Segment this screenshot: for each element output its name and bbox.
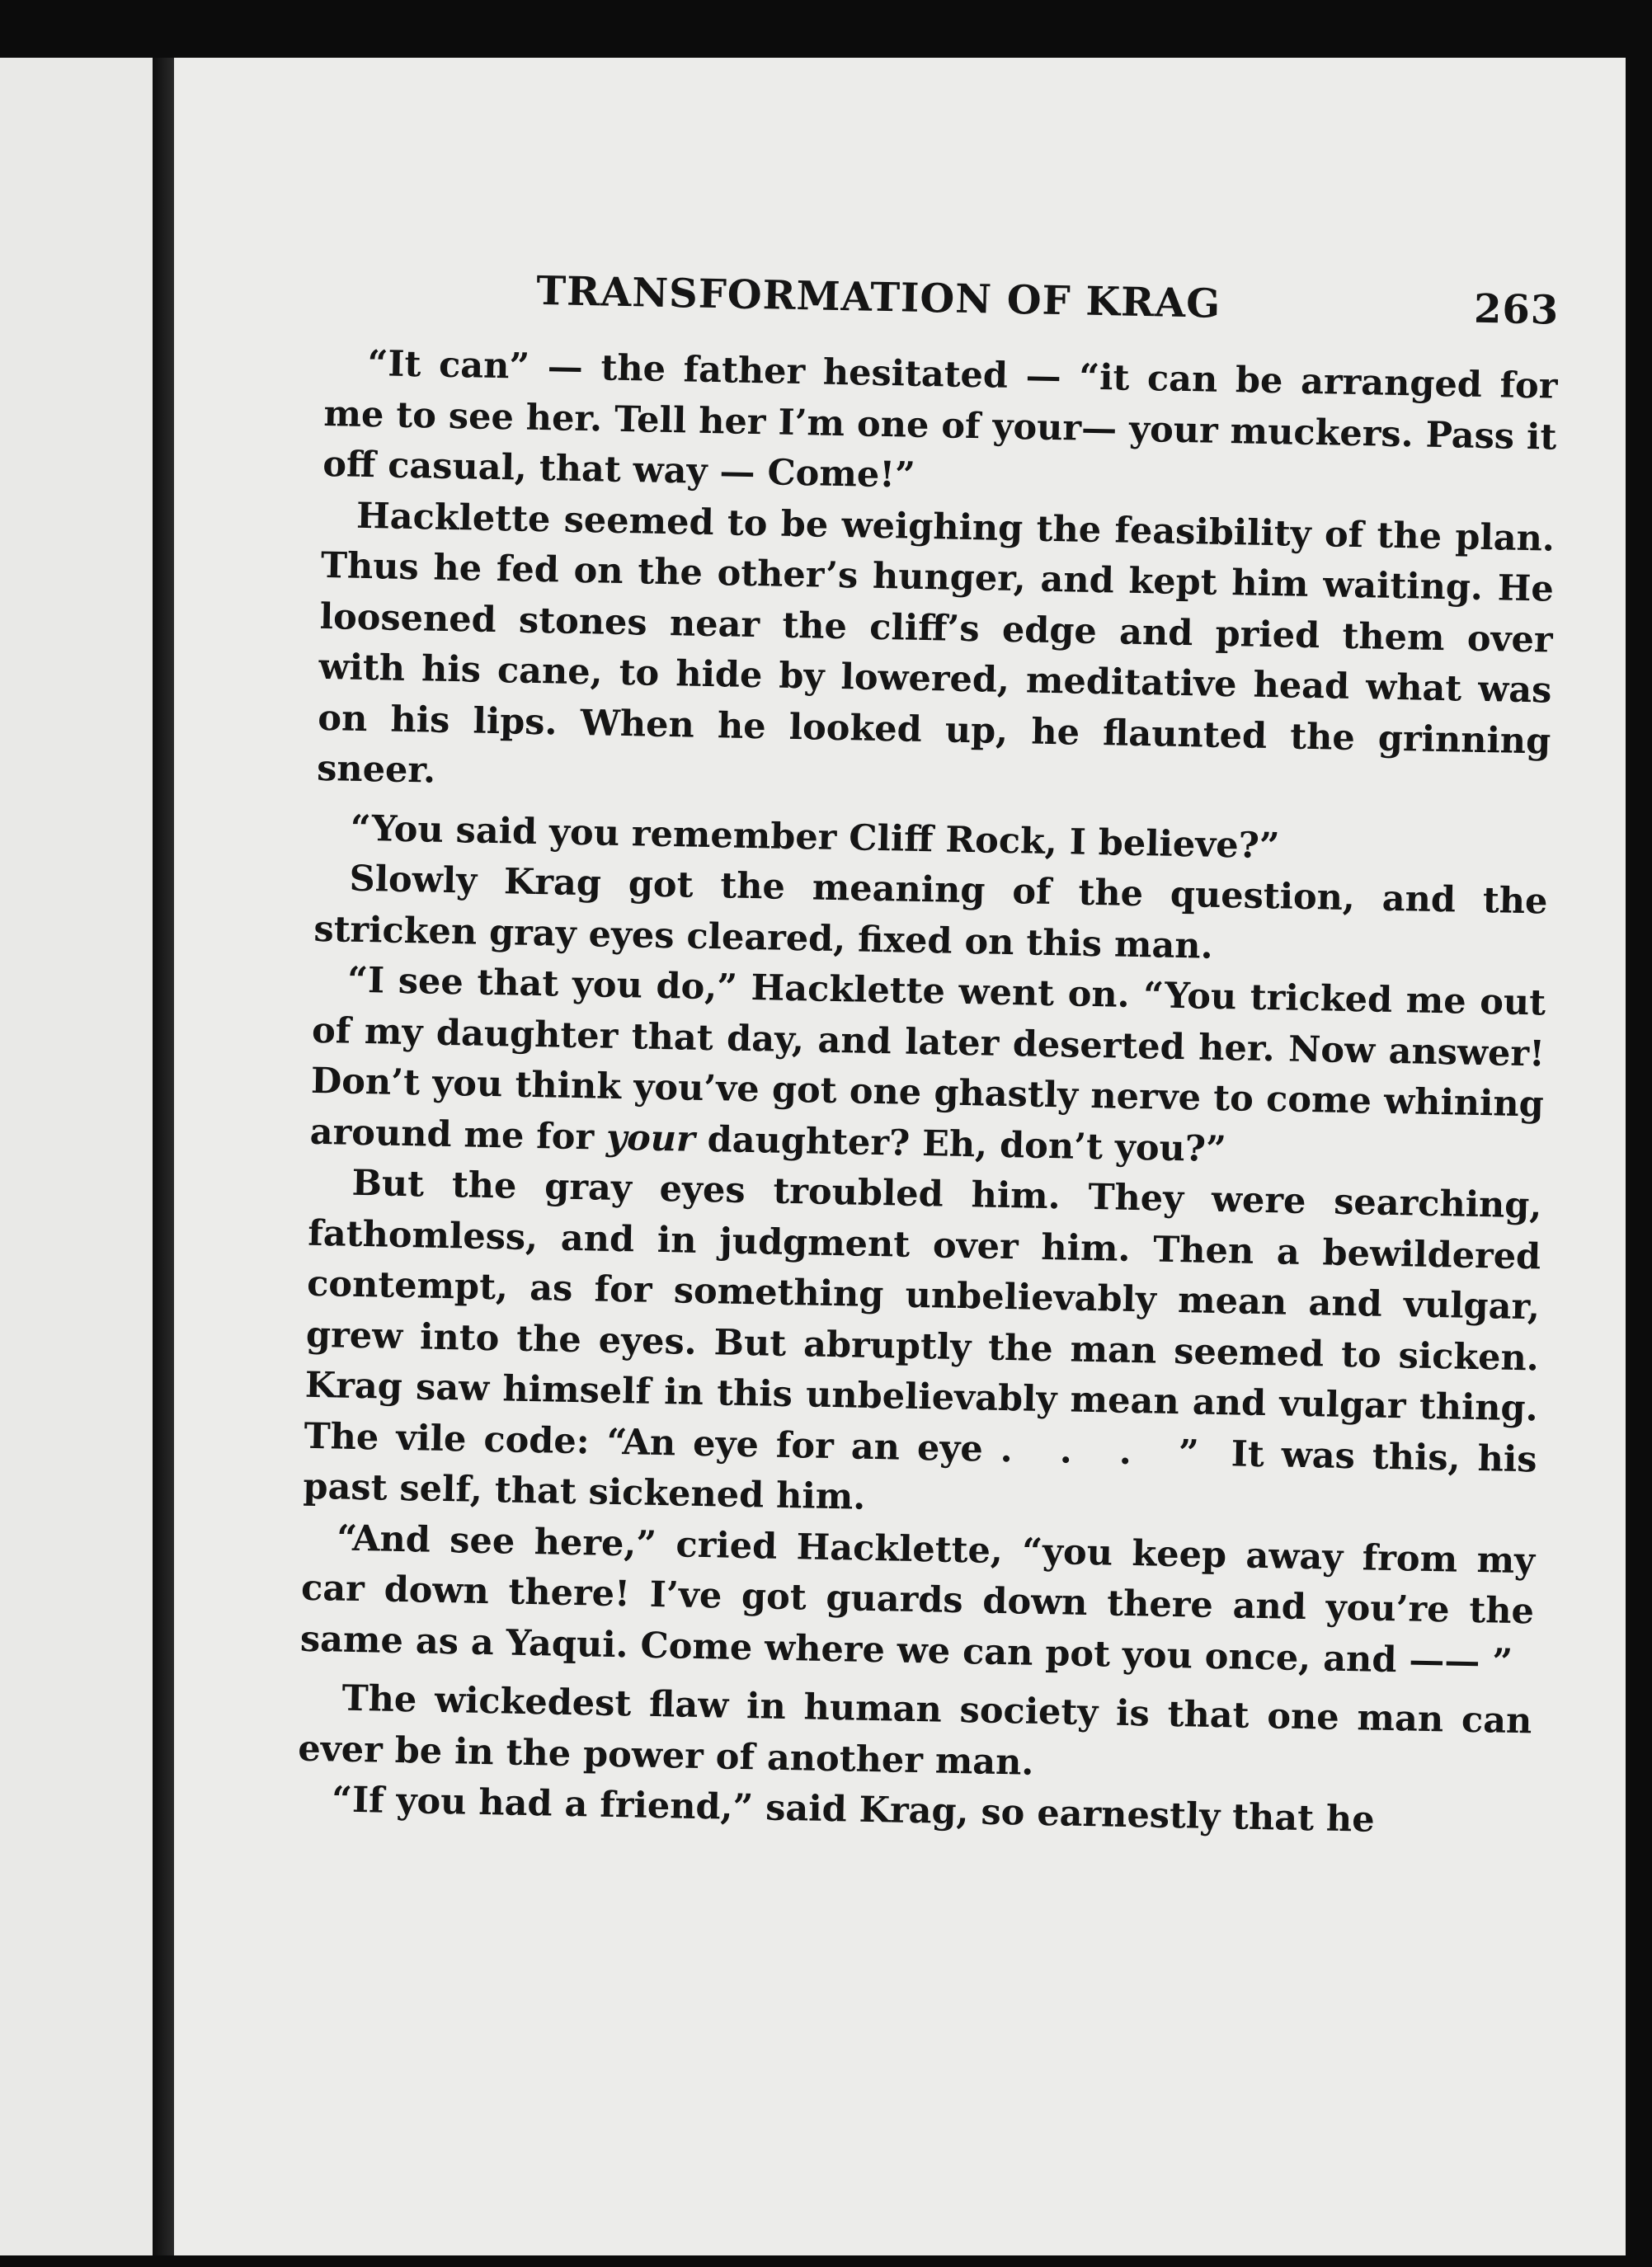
paragraph <box>299 1512 1535 1688</box>
paragraph <box>309 955 1546 1182</box>
text-run: It was this, his past self, that sickened him. <box>303 1432 1537 1518</box>
book-page <box>174 58 1626 2255</box>
paragraph <box>303 1158 1542 1536</box>
text-run: “It can” — the father hesitated — “it can be arranged for me to see her. Tell her I’m one of your— your muckers. Pass it off casual, that way — Come!” <box>322 342 1558 496</box>
ellipsis: . . . ” <box>1000 1428 1215 1474</box>
running-title: TRANSFORMATION OF KRAG <box>535 267 1221 327</box>
italic-text-run: your <box>605 1117 696 1160</box>
text-run: “You said you remember Cliff Rock, I believe?” <box>350 807 1281 867</box>
body-text <box>297 338 1558 1849</box>
text-run: Hacklette seemed to be weighing the feasibility of the plan. Thus he fed on the other’s hunger, and kept him waiting. He loosened stones near the cliff’s edge and pried them over with his cane, to hide by lowered, meditative head what was on his lips. When he looked up, he flaunted the grinning sneer. <box>316 495 1556 792</box>
paragraph <box>322 338 1558 514</box>
text-run: “And see here,” cried Hacklette, “you keep away from my car down there! I’ve got guards down there and you’re the same as a Yaqui. Come where we can pot you once, and —— ” <box>299 1517 1536 1683</box>
page-content <box>297 264 1560 1849</box>
text-run: “If you had a friend,” said Krag, so earnestly that he <box>331 1779 1376 1841</box>
text-run: daughter? Eh, don’t you?” <box>694 1118 1227 1170</box>
page-gutter <box>153 58 174 2255</box>
page-number: 263 <box>1473 285 1560 334</box>
text-run: The wickedest flaw in human society is that one man can ever be in the power of another man. <box>297 1677 1532 1784</box>
text-run: But the gray eyes troubled him. They were searching, fathomless, and in judgment over him. Then a bewildered contempt, as for something unbelievably mean and vulgar, grew into the eyes. But abruptly the man seemed to sicken. Krag saw himself in this unbelievably mean and vulgar thing. The vile code: “An eye for an eye <box>304 1162 1542 1470</box>
paragraph <box>317 490 1556 818</box>
text-run: “I see that you do,” Hacklette went on. “You tricked me out of my daughter that day, and later deserted her. Now answer! Don’t you think you’ve got one ghastly nerve to come whining around me for <box>309 959 1546 1159</box>
text-run: Slowly Krag got the meaning of the question, and the stricken gray eyes cleared, fixed on this man. <box>313 858 1548 967</box>
left-page-edge <box>0 58 159 2255</box>
